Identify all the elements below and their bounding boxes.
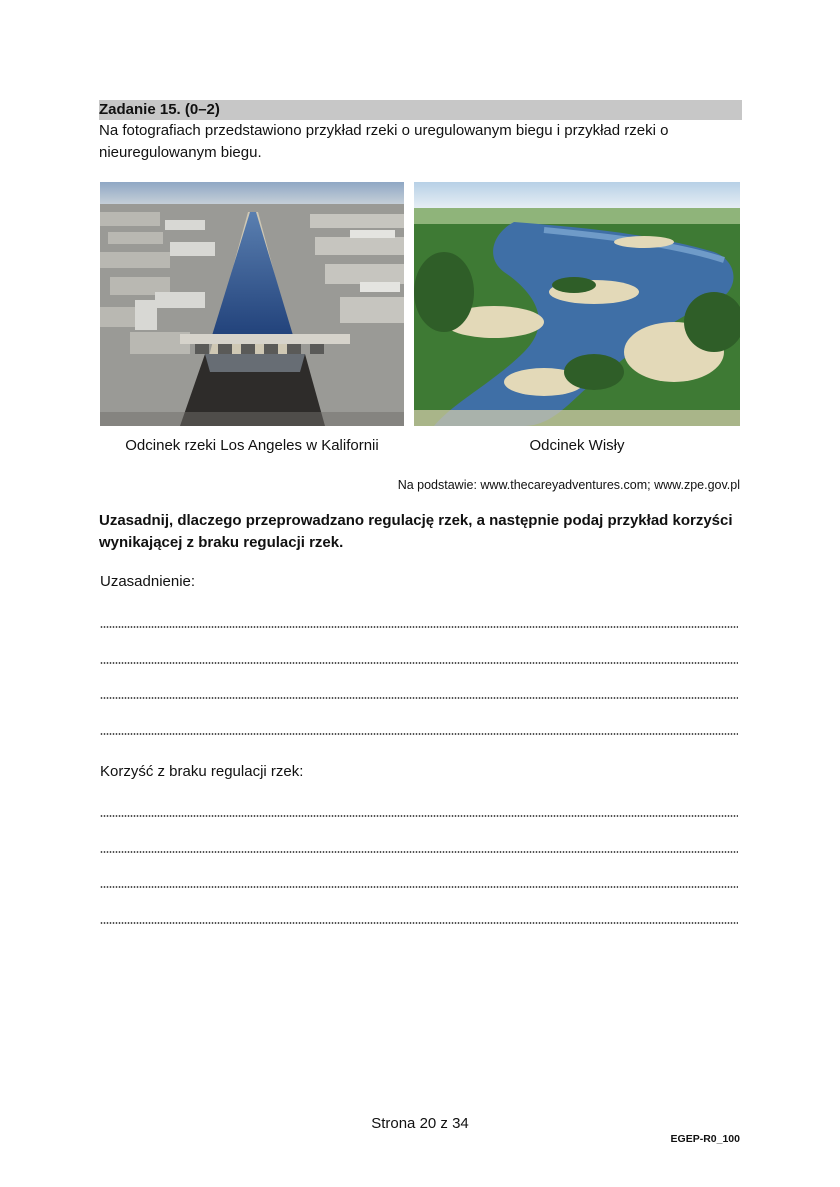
answer-line[interactable] [100,626,738,628]
source-note: Na podstawie: www.thecareyadventures.com; www.zpe.gov.pl [397,478,740,492]
task-header: Zadanie 15. (0–2) [99,100,742,120]
photo-los-angeles-river [100,182,404,426]
task-instruction: Uzasadnij, dlaczego przeprowadzano regulację rzek, a następnie podaj przykład korzyści wynikającej z braku regulacji rzek. [99,512,733,551]
task-intro: Na fotografiach przedstawiono przykład rzeki o uregulowanym biegu i przykład rzeki o nieuregulowanym biegu. [99,122,669,161]
caption-los-angeles: Odcinek rzeki Los Angeles w Kalifornii [125,437,379,454]
answer-line[interactable] [100,662,738,664]
answer-line[interactable] [100,815,738,817]
answer-line[interactable] [100,697,738,699]
exam-code: EGEP-R0_100 [670,1133,740,1145]
page-number: Strona 20 z 34 [371,1115,469,1132]
answer-line[interactable] [100,886,738,888]
answer-line[interactable] [100,851,738,853]
answer-line[interactable] [100,922,738,924]
caption-vistula: Odcinek Wisły [529,437,625,454]
justification-label: Uzasadnienie: [100,573,196,590]
photo-vistula-river [414,182,740,426]
answer-line[interactable] [100,733,738,735]
benefit-label: Korzyść z braku regulacji rzek: [100,763,304,780]
